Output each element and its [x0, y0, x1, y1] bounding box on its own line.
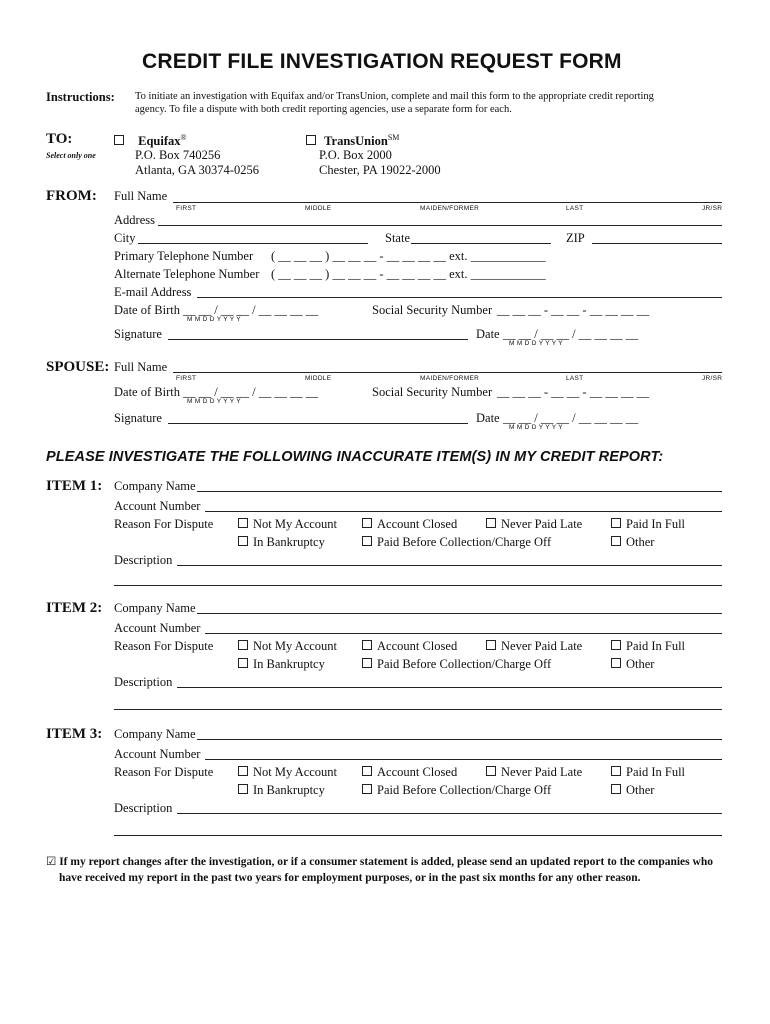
item-3-paid-before-collection[interactable]: Paid Before Collection/Charge Off	[362, 783, 551, 798]
spouse-name-maiden: MAIDEN/FORMER	[420, 375, 480, 382]
from-primary-phone-label: Primary Telephone Number	[114, 249, 254, 263]
item-1-account-closed[interactable]: Account Closed	[362, 517, 457, 532]
item-1-description-label: Description	[114, 553, 173, 567]
item-1-paid-before-collection-checkbox[interactable]	[362, 536, 372, 546]
item-2-account-closed-checkbox[interactable]	[362, 640, 372, 650]
item-1-paid-in-full-checkbox[interactable]	[611, 518, 621, 528]
item-2-account-line[interactable]	[205, 633, 722, 634]
spouse-dob-format: M M D D Y Y Y Y	[187, 398, 241, 405]
item-2-paid-before-collection[interactable]: Paid Before Collection/Charge Off	[362, 657, 551, 672]
from-email-label: E-mail Address	[114, 285, 192, 299]
from-city-label: City	[114, 231, 136, 245]
from-zip-line[interactable]	[592, 243, 722, 244]
from-date-field[interactable]: __ __ / __ __ / __ __ __ __	[503, 327, 639, 341]
item-3-account-line[interactable]	[205, 759, 722, 760]
spouse-label: SPOUSE:	[46, 359, 110, 375]
from-zip-label: ZIP	[566, 231, 585, 245]
item-3-reason-label: Reason For Dispute	[114, 765, 214, 779]
from-name-last: LAST	[566, 205, 584, 212]
from-full-name-label: Full Name	[114, 189, 168, 203]
item-2-reason-label: Reason For Dispute	[114, 639, 214, 653]
spouse-full-name-label: Full Name	[114, 360, 168, 374]
to-label: TO:	[46, 131, 73, 147]
item-1-in-bankruptcy-checkbox[interactable]	[238, 536, 248, 546]
instructions-label: Instructions:	[46, 90, 115, 104]
item-2-never-paid-late-checkbox[interactable]	[486, 640, 496, 650]
from-dob-label: Date of Birth	[114, 303, 180, 317]
item-1-company-label: Company Name	[114, 479, 196, 493]
select-only-one-note: Select only one	[46, 151, 96, 160]
item-1-paid-in-full[interactable]: Paid In Full	[611, 517, 685, 532]
from-dob-format: M M D D Y Y Y Y	[187, 316, 241, 323]
from-signature-label: Signature	[114, 327, 162, 341]
from-dob-field[interactable]: __ __ / __ __ / __ __ __ __	[183, 303, 319, 317]
spouse-dob-field[interactable]: __ __ / __ __ / __ __ __ __	[183, 385, 319, 399]
item-2-paid-before-collection-checkbox[interactable]	[362, 658, 372, 668]
item-1-other[interactable]: Other	[611, 535, 654, 550]
item-2-other-checkbox[interactable]	[611, 658, 621, 668]
spouse-name-first: FIRST	[176, 375, 197, 382]
transunion-option[interactable]	[306, 133, 399, 149]
item-2-never-paid-late[interactable]: Never Paid Late	[486, 639, 582, 654]
item-2-label: ITEM 2:	[46, 600, 103, 616]
from-alternate-phone-label: Alternate Telephone Number	[114, 267, 260, 281]
from-address-line[interactable]	[158, 225, 722, 226]
item-3-account-closed[interactable]: Account Closed	[362, 765, 457, 780]
spouse-date-field[interactable]: __ __ / __ __ / __ __ __ __	[503, 411, 639, 425]
equifax-option[interactable]	[114, 133, 187, 149]
item-3-never-paid-late[interactable]: Never Paid Late	[486, 765, 582, 780]
from-state-label: State	[385, 231, 410, 245]
item-2-paid-in-full-checkbox[interactable]	[611, 640, 621, 650]
from-name-middle: MIDDLE	[305, 205, 332, 212]
instructions-line-2: agency. To file a dispute with both credit reporting agencies, use a separate form for each.	[135, 104, 512, 115]
item-2-not-my-account-checkbox[interactable]	[238, 640, 248, 650]
item-1-account-label: Account Number	[114, 499, 201, 513]
item-2-paid-in-full[interactable]: Paid In Full	[611, 639, 685, 654]
from-name-jrsr: JR/SR	[702, 205, 723, 212]
item-3-company-line[interactable]	[197, 739, 722, 740]
spouse-ssn-label: Social Security Number	[372, 385, 493, 399]
instructions-line-1: To initiate an investigation with Equifax and/or TransUnion, complete and mail this form to the appropriate credit reporting	[135, 91, 654, 102]
item-3-paid-in-full[interactable]: Paid In Full	[611, 765, 685, 780]
item-2-not-my-account[interactable]: Not My Account	[238, 639, 337, 654]
item-1-in-bankruptcy[interactable]: In Bankruptcy	[238, 535, 325, 550]
spouse-name-last: LAST	[566, 375, 584, 382]
transunion-address-2: Chester, PA 19022-2000	[319, 163, 441, 177]
equifax-address-1: P.O. Box 740256	[135, 148, 221, 162]
from-signature-line[interactable]	[168, 339, 468, 340]
spouse-date-format: M M D D Y Y Y Y	[509, 424, 563, 431]
from-ssn-field[interactable]: __ __ __ - __ __ - __ __ __ __	[497, 303, 650, 317]
item-1-paid-before-collection[interactable]: Paid Before Collection/Charge Off	[362, 535, 551, 550]
item-1-company-line[interactable]	[197, 491, 722, 492]
spouse-signature-line[interactable]	[168, 423, 468, 424]
item-1-never-paid-late-checkbox[interactable]	[486, 518, 496, 528]
equifax-name: Equifax	[138, 134, 181, 149]
item-3-not-my-account-checkbox[interactable]	[238, 766, 248, 776]
item-1-not-my-account-checkbox[interactable]	[238, 518, 248, 528]
transunion-service-mark: SM	[387, 133, 400, 142]
from-name-first: FIRST	[176, 205, 197, 212]
updated-report-note-line-2: have received my report in the past two years for employment purposes, or in the past six months for any other reason.	[59, 872, 641, 884]
item-2-account-label: Account Number	[114, 621, 201, 635]
item-2-description-label: Description	[114, 675, 173, 689]
updated-report-note-line-1: If my report changes after the investigation, or if a consumer statement is added, please send an updated report to the companies who	[59, 856, 713, 868]
item-2-account-closed[interactable]: Account Closed	[362, 639, 457, 654]
item-2-in-bankruptcy[interactable]: In Bankruptcy	[238, 657, 325, 672]
item-3-other-checkbox[interactable]	[611, 784, 621, 794]
from-label: FROM:	[46, 188, 97, 204]
item-3-company-label: Company Name	[114, 727, 196, 741]
item-1-label: ITEM 1:	[46, 478, 103, 494]
from-state-line[interactable]	[411, 243, 551, 244]
item-3-paid-in-full-checkbox[interactable]	[611, 766, 621, 776]
spouse-name-jrsr: JR/SR	[702, 375, 723, 382]
from-date-format: M M D D Y Y Y Y	[509, 340, 563, 347]
item-1-never-paid-late[interactable]: Never Paid Late	[486, 517, 582, 532]
item-3-description-line-2[interactable]	[114, 835, 722, 836]
spouse-date-label: Date	[476, 411, 500, 425]
items-heading: PLEASE INVESTIGATE THE FOLLOWING INACCURATE ITEM(S) IN MY CREDIT REPORT:	[46, 449, 664, 465]
item-3-other[interactable]: Other	[611, 783, 654, 798]
transunion-name: TransUnion	[324, 134, 388, 149]
item-2-in-bankruptcy-checkbox[interactable]	[238, 658, 248, 668]
item-3-paid-before-collection-checkbox[interactable]	[362, 784, 372, 794]
spouse-ssn-field[interactable]: __ __ __ - __ __ - __ __ __ __	[497, 385, 650, 399]
spouse-signature-label: Signature	[114, 411, 162, 425]
transunion-address-1: P.O. Box 2000	[319, 148, 392, 162]
from-full-name-line[interactable]	[173, 202, 722, 203]
item-2-company-line[interactable]	[197, 613, 722, 614]
item-3-account-closed-checkbox[interactable]	[362, 766, 372, 776]
item-1-not-my-account[interactable]: Not My Account	[238, 517, 337, 532]
spouse-dob-label: Date of Birth	[114, 385, 180, 399]
item-3-description-label: Description	[114, 801, 173, 815]
item-3-label: ITEM 3:	[46, 726, 103, 742]
transunion-checkbox[interactable]	[306, 135, 316, 145]
item-3-never-paid-late-checkbox[interactable]	[486, 766, 496, 776]
item-1-account-closed-checkbox[interactable]	[362, 518, 372, 528]
equifax-checkbox[interactable]	[114, 135, 124, 145]
from-primary-phone-field[interactable]: ( __ __ __ ) __ __ __ - __ __ __ __ ext. ____________	[271, 249, 546, 263]
item-1-account-line[interactable]	[205, 511, 722, 512]
from-alternate-phone-field[interactable]: ( __ __ __ ) __ __ __ - __ __ __ __ ext. ____________	[271, 267, 546, 281]
item-1-other-checkbox[interactable]	[611, 536, 621, 546]
spouse-name-middle: MIDDLE	[305, 375, 332, 382]
item-2-description-line-1[interactable]	[177, 687, 722, 688]
item-1-description-line-2[interactable]	[114, 585, 722, 586]
from-date-label: Date	[476, 327, 500, 341]
from-city-line[interactable]	[138, 243, 368, 244]
from-name-maiden: MAIDEN/FORMER	[420, 205, 480, 212]
item-2-description-line-2[interactable]	[114, 709, 722, 710]
item-3-account-label: Account Number	[114, 747, 201, 761]
page-title: CREDIT FILE INVESTIGATION REQUEST FORM	[142, 50, 622, 73]
item-1-description-line-1[interactable]	[177, 565, 722, 566]
item-2-other[interactable]: Other	[611, 657, 654, 672]
equifax-registered-mark: ®	[180, 133, 187, 142]
from-email-line[interactable]	[197, 297, 722, 298]
item-3-in-bankruptcy-checkbox[interactable]	[238, 784, 248, 794]
from-address-label: Address	[114, 213, 155, 227]
item-3-not-my-account[interactable]: Not My Account	[238, 765, 337, 780]
item-2-company-label: Company Name	[114, 601, 196, 615]
equifax-address-2: Atlanta, GA 30374-0256	[135, 163, 259, 177]
item-3-description-line-1[interactable]	[177, 813, 722, 814]
item-3-in-bankruptcy[interactable]: In Bankruptcy	[238, 783, 325, 798]
item-1-reason-label: Reason For Dispute	[114, 517, 214, 531]
updated-report-checkbox-icon[interactable]: ☑	[46, 856, 57, 868]
spouse-full-name-line[interactable]	[173, 372, 722, 373]
updated-report-note	[46, 854, 726, 886]
from-ssn-label: Social Security Number	[372, 303, 493, 317]
